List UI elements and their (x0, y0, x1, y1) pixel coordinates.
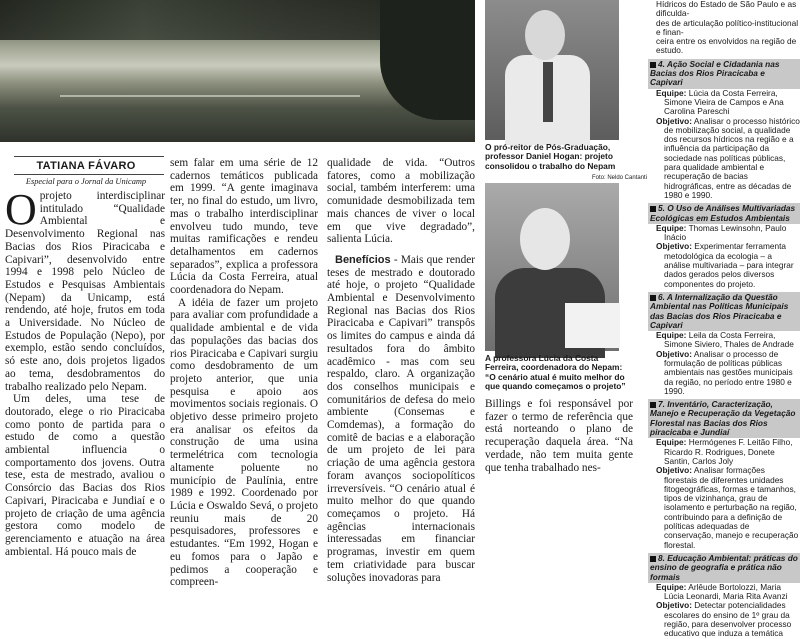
team-label: Equipe: (656, 437, 687, 448)
team-text: Arlêude Bortolozzi, Maria Lúcia Leonardi, Maria Rita Avanzi (664, 581, 788, 602)
objective-text: Analisar formações florestais de diferentes unidades fitogeográficas, formas e tamanhos, tipos de vizinhança, grau de isolamento e perturbação na região, contribuindo para a definição de políticas adequadas de conservação, manejo e recuperação florestal. (664, 465, 799, 550)
col1-paragraph-2: Um deles, uma tese de doutorado, elege o rio Piracicaba como ponto de partida para o estudo de como a questão ambiental influencia o comportamento dos jovens. Outra tese, esta de mestrado, avaliou o Consórcio das Bacias dos Rios Capivari, Piracicaba e Jundiaí e o projeto de criação de uma agência gestora como modelo de gerenciamento e atuação na área ambiental. Há pouco mais de (5, 393, 165, 558)
byline-rule-bottom (14, 174, 164, 175)
sidebar-intro-1: Hídricos do Estado de São Paulo e as dificulda- (656, 0, 797, 19)
item-5-number: 5. (658, 203, 668, 214)
photo-caption-hogan: O pró-reitor de Pós-Graduação, professor Daniel Hogan: projeto consolidou o trabalho do Nepam (485, 142, 616, 171)
item-6-title-text: A Internalização da Questão Ambiental nas Políticas Municipais das Bacias dos Rios Piracicaba e Capivari (650, 291, 789, 330)
byline-author: TATIANA FÁVARO (36, 160, 136, 172)
col3-paragraph-2 (327, 254, 475, 584)
sidebar-item-8-team (648, 583, 800, 602)
sidebar-item-7-title (648, 399, 800, 438)
sidebar-projects (648, 0, 800, 639)
hogan-photo (485, 0, 619, 140)
sidebar-item-6-title (648, 292, 800, 331)
article-column-3 (327, 157, 475, 584)
sidebar-item-5-objective (648, 242, 800, 288)
objective-text: Analisar o processo de formulação de políticas públicas ambientais nas gestões municipais da região, no período entre 1980 e 1990. (664, 348, 793, 396)
sidebar-item-4-team (648, 89, 800, 117)
sidebar-item-6-team (648, 331, 800, 350)
team-text: Leila da Costa Ferreira, Simone Siviero, Thales de Andrade (664, 330, 794, 350)
sidebar-item-8-objective (648, 601, 800, 638)
objective-label: Objetivo: (656, 348, 692, 359)
river-trees (380, 0, 475, 120)
byline-rule-top (14, 156, 164, 157)
item-7-title-text: Inventário, Caracterização, Manejo e Recuperação da Vegetação Florestal nas Bacias dos Rios piracicaba e Jundiaí (650, 399, 796, 438)
item-6-number: 6. (658, 291, 667, 302)
col2-paragraph-1: sem falar em uma série de 12 cadernos temáticos publicada em 1999. “A gente imaginava ter, no final do estudo, um livro, mas o trabalho interdisciplinar envolveu tudo mundo, teve muitas ramificações e rendeu detalhamentos em cadernos separados”, explica a professora Lúcia da Costa Ferreira, atual coordenadora do Nepam. (170, 157, 318, 297)
sidebar-item-4-title (648, 59, 800, 89)
col1-paragraph-1: projeto interdisciplinar intitulado “Qualidade Ambiental e Desenvolvimento Regional nas Bacias dos Rios Piracicaba e Capivari”, desenvolvido entre 1994 e 1998 pelo Núcleo de Estudos e Pesquisas Ambientais (Nepam) da Unicamp, está rendendo, até hoje, frutos em toda a Universidade. No Núcleo de Estudos de População (Nepo), por exemplo, estão sendo concluídos, só este ano, dois projetos ligados ao tema, desdobramentos do trabalho realizado pelo Nepam. (5, 190, 165, 393)
col4-paragraph: Billings e foi responsável por fazer o termo de referência que está norteando o plano de recuperação daquela área. “Na verdade, não tem muita gente que tenha trabalhado nes- (485, 398, 633, 474)
objective-label: Objetivo: (656, 241, 692, 252)
team-text: Lúcia da Costa Ferreira, Simone Vieira de Campos e Ana Carolina Pareschi (664, 87, 784, 117)
article-column-1 (5, 185, 165, 558)
caption-lucia-rest: “O cenário atual é muito melhor do que quando começamos o projeto” (485, 371, 626, 392)
objective-text: Analisar o processo histórico de mobilização social, a qualidade dos recursos hídricos na região e a influência da participação da sociedade nas políticas públicas, para qualidade ambiental e recuperação de bacias hidrográficas, entre as décadas de 1980 e 1990. (664, 115, 800, 200)
photo-credit: Foto: Neldo Cantanti (592, 175, 648, 181)
team-text: Hermógenes F. Leitão Filho, Ricardo R. Rodrigues, Donete Santin, Carlos Joly (664, 437, 793, 466)
sidebar-item-4-objective (648, 117, 800, 201)
bullet-square-icon (650, 556, 656, 562)
col2-paragraph-2: A idéia de fazer um projeto para avaliar com profundidade a qualidade ambiental e de vida das populações das bacias dos rios Piracicaba e Capivari surgiu como desdobramento de um projeto anterior, que unia pesquisa e apoio aos movimentos sociais regionais. O objetivo desse primeiro projeto era analisar os efeitos da construção de uma usina termelétrica com tecnologia altamente poluente no município de Paulínia, entre 1989 e 1992. Coordenado por Lúcia e Oswaldo Sevá, o projeto reuniu mais de 20 pesquisadores, professores e estudantes. “Em 1992, Hogan e eu fomos para o Japão e pedimos a cooperação e compreen- (170, 296, 318, 589)
objective-label: Objetivo: (656, 115, 692, 126)
objective-label: Objetivo: (656, 600, 692, 611)
byline-affiliation: Especial para o Jornal da Unicamp (25, 177, 147, 186)
sidebar-item-5-team (648, 224, 800, 243)
item-8-title-text: Educação Ambiental: práticas do ensino de geografia e prática não formais (650, 552, 798, 582)
col3-paragraph-1: qualidade de vida. “Outros fatores, como a mobilização social, também interferem: uma comunidade desmobilizada tem mais chances de viver o local em que vive degradado”, salienta Lúcia. (327, 157, 475, 246)
sidebar-item-6-objective (648, 350, 800, 396)
team-text: Thomas Lewinsohn, Paulo Inácio (664, 222, 787, 243)
item-4-title-text: Ação Social e Cidadania nas Bacias dos Rios Piracicaba e Capivari (650, 58, 780, 88)
sidebar-item-7-objective (648, 466, 800, 550)
bullet-square-icon (650, 206, 656, 212)
team-label: Equipe: (656, 581, 687, 592)
river-ripple (60, 95, 360, 97)
subhead-beneficios: Benefícios (335, 253, 391, 266)
sidebar-intro-3: ceira entre os envolvidos na região de estudo. (656, 36, 797, 56)
objective-text: Detectar potencialidades escolares do ensino de 1º grau da região, para desenvolver processo educativo que induza a temática (664, 600, 792, 639)
caption-lucia-bold: A professora Lúcia da Costa Ferreira, coordenadora do Nepam: (485, 353, 623, 373)
bullet-square-icon (650, 295, 656, 301)
article-column-4 (485, 398, 633, 474)
lucia-photo (485, 183, 619, 351)
item-5-title-text: O Uso de Análises Multivariadas Ecológicas em Estudos Ambientais (650, 203, 796, 223)
col3-paragraph-2-text: - Mais que render teses de mestrado e doutorado até hoje, o projeto “Qualidade Ambiental e Desenvolvimento Regional nas Bacias dos Rios Piracicaba e Capivari” transpôs os limites do campus e ainda dá resultados fora do âmbito acadêmico - mas com seu respaldo, claro. A organização dos conselhos municipais e comunitários de defesa do meio ambiente (Consemas e Comdemas), a formação do comitê de bacias e a elaboração de um projeto de lei para criação de uma agência gestora foram avanços sociopolíticos irreversíveis. “O cenário atual é muito melhor do que quando começamos o projeto. Há agências internacionais interessadas em financiar programas, investir em quem tem criatividade para buscar soluções inovadoras para (327, 253, 475, 584)
item-4-number: 4. (658, 58, 667, 69)
item-8-number: 8. (658, 552, 668, 563)
sidebar-intro-2: des de articulação político-institucional e finan- (656, 17, 799, 37)
item-7-number: 7. (658, 399, 668, 410)
bullet-square-icon (650, 62, 656, 68)
objective-text: Experimentar ferramenta metodológica da ecologia – a análise multivariada – para integrar dados gerados pelos diversos componentes do projeto. (664, 241, 794, 289)
lucia-paper (565, 303, 620, 348)
team-label: Equipe: (656, 222, 687, 233)
dropcap: O (5, 185, 37, 234)
sidebar-item-5-title (648, 203, 800, 224)
objective-label: Objetivo: (656, 465, 692, 476)
sidebar-item-8-title (648, 553, 800, 583)
hogan-tie (543, 62, 553, 122)
river-photo (0, 0, 475, 142)
team-label: Equipe: (656, 330, 687, 341)
article-column-2 (170, 157, 318, 589)
bullet-square-icon (650, 402, 656, 408)
team-label: Equipe: (656, 87, 687, 98)
lucia-head (520, 208, 570, 270)
sidebar-item-7-team (648, 438, 800, 466)
hogan-head (525, 10, 565, 60)
photo-caption-lucia (485, 354, 627, 392)
